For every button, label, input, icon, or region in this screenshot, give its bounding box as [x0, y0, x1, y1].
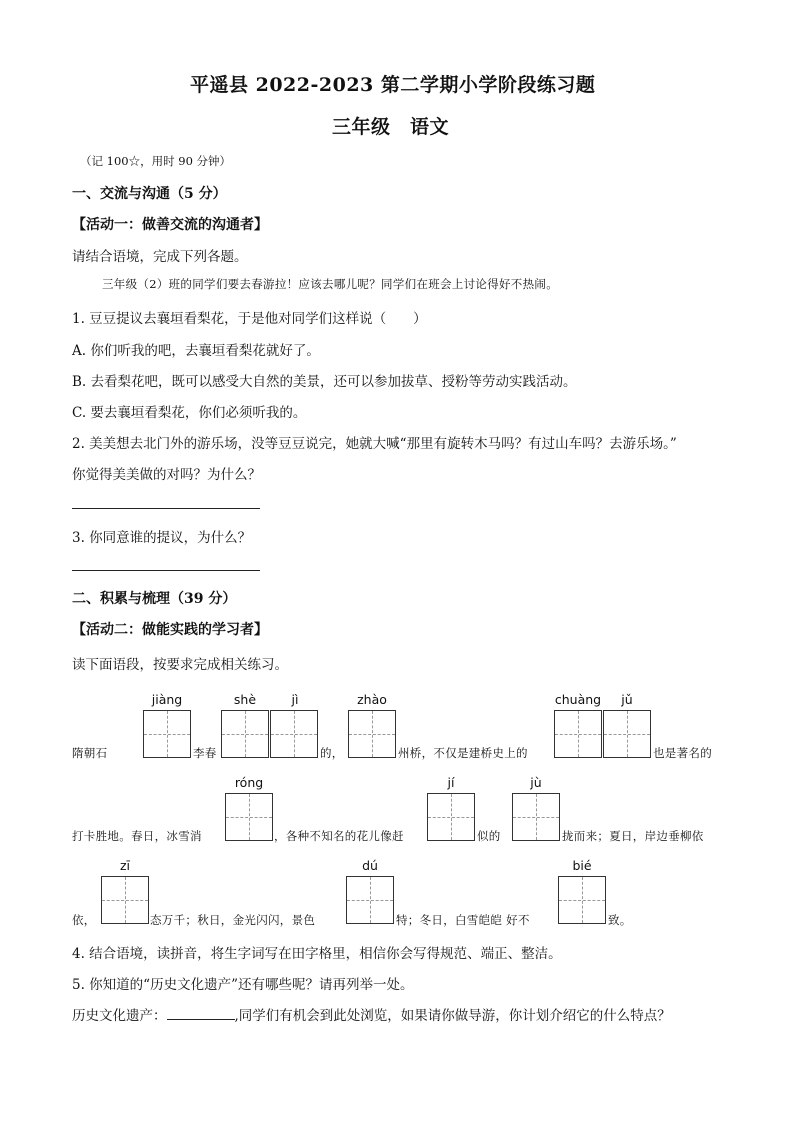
activity-heading: 【活动二：做能实践的学习者】: [72, 622, 268, 638]
passage-text: ，各种不知名的花儿像赶: [274, 829, 404, 843]
activity-heading: 【活动一：做善交流的沟通者】: [72, 217, 268, 233]
passage-text: 打卡胜地。春日，冰雪消: [72, 829, 202, 843]
pinyin-label: shè: [233, 692, 257, 707]
writing-grid-box[interactable]: [221, 710, 269, 758]
writing-grid-box[interactable]: [427, 793, 475, 841]
answer-line[interactable]: [72, 508, 260, 509]
writing-grid-box[interactable]: [143, 710, 191, 758]
question-2: 2. 美美想去北门外的游乐场，没等豆豆说完，她就大喊“那里有旋转木马吗？有过山车吗？去游乐场。”: [72, 436, 677, 452]
option-b: B. 去看梨花吧，既可以感受大自然的美景，还可以参加拔草、授粉等劳动实践活动。: [72, 374, 577, 390]
writing-grid-box[interactable]: [603, 710, 651, 758]
writing-grid-box[interactable]: [270, 710, 318, 758]
answer-prefix: 历史文化遗产：: [72, 1008, 167, 1024]
pinyin-label: zī: [119, 858, 131, 873]
passage-text: 拢而来；夏日，岸边垂柳依: [562, 829, 704, 843]
question-4: 4. 结合语境，读拼音，将生字词写在田字格里，相信你会写得规范、端正、整洁。: [72, 946, 562, 962]
question-1: 1. 豆豆提议去襄垣看梨花，于是他对同学们这样说（ ）: [72, 311, 427, 327]
pinyin-label: jiàng: [151, 692, 183, 707]
instruction-text: 读下面语段，按要求完成相关练习。: [72, 657, 288, 673]
pinyin-label: jù: [530, 775, 542, 790]
question-5: 5. 你知道的“历史文化遗产”还有哪些呢？请再列举一处。: [72, 977, 414, 993]
writing-grid-box[interactable]: [101, 876, 149, 924]
pinyin-label: jǔ: [621, 692, 633, 707]
passage-text: 态万千；秋日，金光闪闪，景色: [150, 913, 316, 927]
answer-suffix: ,同学们有机会到此处浏览，如果请你做导游，你计划介绍它的什么特点？: [234, 1008, 671, 1024]
answer-blank[interactable]: [167, 1007, 235, 1020]
scenario-text: 三年级（2）班的同学们要去春游拉！应该去哪儿呢？同学们在班会上讨论得好不热闹。: [102, 277, 559, 291]
passage-text: 李春: [193, 746, 217, 760]
passage-text: 特；冬日，白雪皑皑 好不: [396, 913, 530, 927]
pinyin-label: róng: [234, 775, 264, 790]
pinyin-label: chuàng: [554, 692, 602, 707]
passage-text: 州桥，不仅是建桥史上的: [398, 746, 528, 760]
writing-grid-box[interactable]: [225, 793, 273, 841]
section-heading: 二、积累与梳理（39 分）: [72, 591, 237, 607]
writing-grid-box[interactable]: [512, 793, 560, 841]
pinyin-label: zhào: [357, 692, 387, 707]
passage-text: 致。: [608, 913, 632, 927]
pinyin-label: jí: [447, 775, 455, 790]
writing-grid-box[interactable]: [554, 710, 602, 758]
passage-text: 依，: [72, 913, 96, 927]
question-5-answer-row: [72, 1004, 671, 1024]
passage-text: 似的: [477, 829, 501, 843]
passage-text: 隋朝石: [72, 746, 108, 760]
instruction-text: 请结合语境，完成下列各题。: [72, 249, 248, 265]
option-c: C. 要去襄垣看梨花，你们必须听我的。: [72, 405, 307, 421]
page-title: 平遥县 2022-2023 第二学期小学阶段练习题: [190, 74, 596, 96]
answer-line[interactable]: [72, 570, 260, 571]
section-heading: 一、交流与沟通（5 分）: [72, 186, 227, 202]
pinyin-label: dú: [362, 858, 378, 873]
exam-note: （记 100☆，用时 90 分钟）: [80, 154, 232, 168]
pinyin-label: bié: [572, 858, 592, 873]
writing-grid-box[interactable]: [558, 876, 606, 924]
question-3: 3. 你同意谁的提议，为什么？: [72, 530, 252, 546]
passage-text: 也是著名的: [653, 746, 712, 760]
writing-grid-box[interactable]: [346, 876, 394, 924]
writing-grid-box[interactable]: [348, 710, 396, 758]
page-subtitle: 三年级 语文: [332, 116, 450, 138]
pinyin-label: jì: [291, 692, 299, 707]
question-2-followup: 你觉得美美做的对吗？为什么？: [72, 467, 261, 483]
passage-text: 的，: [320, 746, 344, 760]
option-a: A. 你们听我的吧，去襄垣看梨花就好了。: [72, 343, 320, 359]
